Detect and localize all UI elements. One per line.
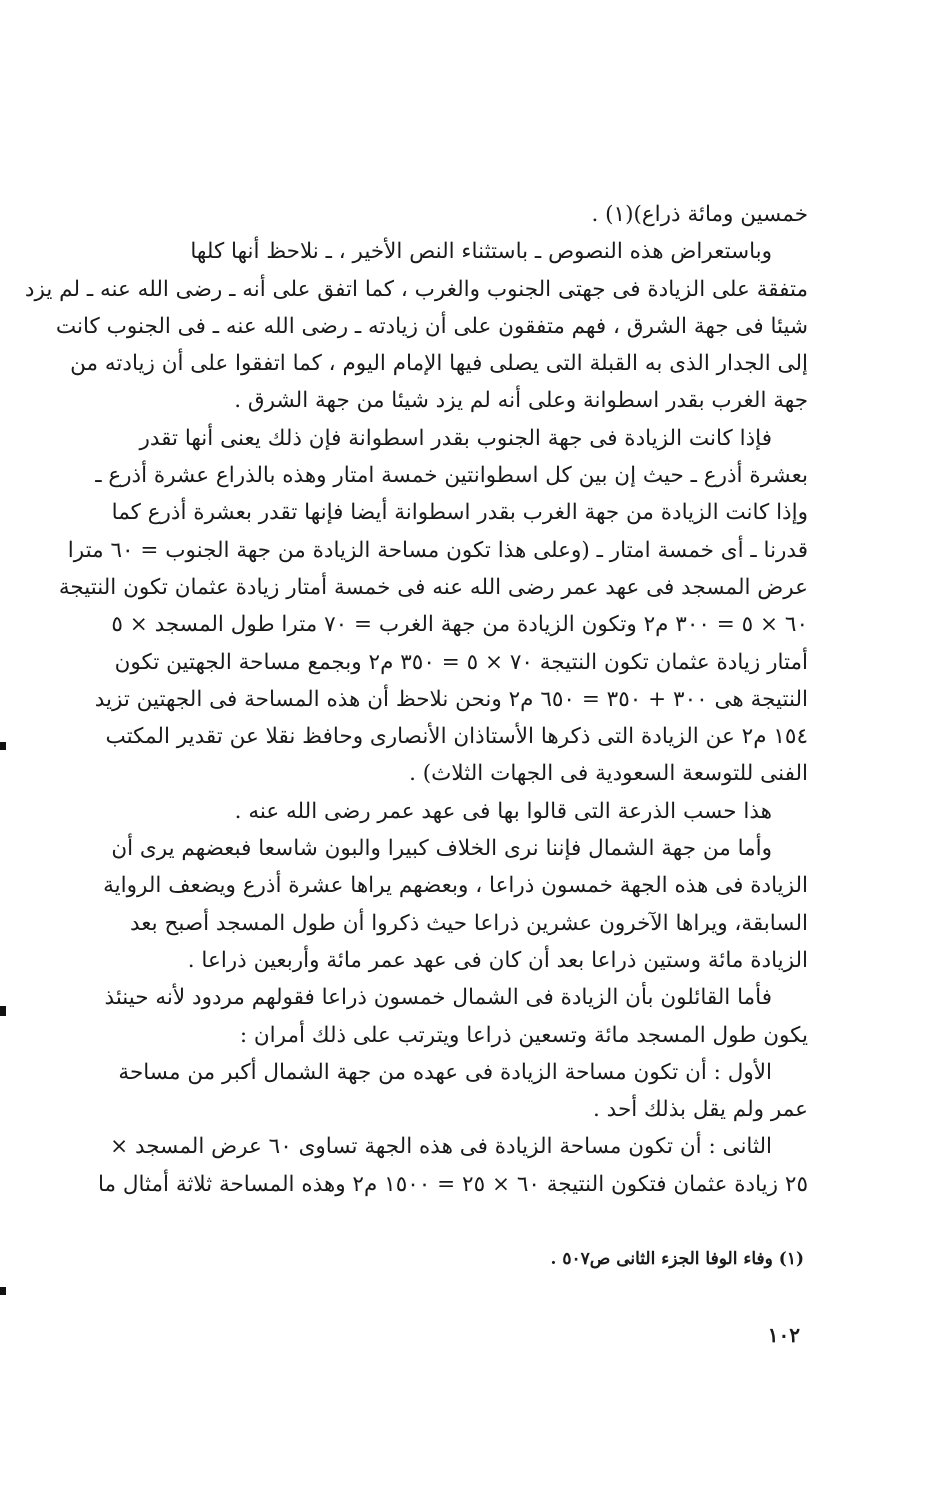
text-line: فإذا كانت الزيادة فى جهة الجنوب بقدر اسطوانة فإن ذلك يعنى أنها تقدر <box>139 425 772 451</box>
scan-edge-mark <box>0 1287 6 1295</box>
scan-edge-mark <box>0 742 6 750</box>
text-line: وباستعراض هذه النصوص ـ باستثناء النص الأخير ، ـ نلاحظ أنها كلها <box>190 239 772 265</box>
text-line: عمر ولم يقل بذلك أحد . <box>593 1097 808 1123</box>
text-line: السابقة، ويراها الآخرون عشرين ذراعا حيث ذكروا أن طول المسجد أصبح بعد <box>130 910 808 936</box>
text-line: الفنى للتوسعة السعودية فى الجهات الثلاث) . <box>409 761 808 787</box>
text-line: ١٥٤ م٢ عن الزيادة التى ذكرها الأستاذان الأنصارى وحافظ نقلا عن تقدير المكتب <box>105 724 808 750</box>
text-line: الأول : أن تكون مساحة الزيادة فى عهده من جهة الشمال أكبر من مساحة <box>118 1059 772 1085</box>
scan-edge-mark <box>0 1006 6 1016</box>
text-line: الزيادة فى هذه الجهة خمسون ذراعا ، وبعضهم يراها عشرة أذرع ويضعف الرواية <box>103 873 808 899</box>
text-line: الثانى : أن تكون مساحة الزيادة فى هذه الجهة تساوى ٦٠ عرض المسجد × <box>110 1134 772 1160</box>
text-line: يكون طول المسجد مائة وتسعين ذراعا ويترتب على ذلك أمران : <box>239 1022 808 1048</box>
text-line: وإذا كانت الزيادة من جهة الغرب بقدر اسطوانة أيضا فإنها تقدر بعشرة أذرع كما <box>111 500 808 526</box>
text-line: جهة الغرب بقدر اسطوانة وعلى أنه لم يزد شيئا من جهة الشرق . <box>234 388 808 414</box>
text-line: خمسين ومائة ذراع)(١) . <box>591 202 808 227</box>
page-number: ١٠٢ <box>767 1323 800 1347</box>
text-line: قدرنا ـ أى خمسة امتار ـ (وعلى هذا تكون مساحة الزيادة من جهة الجنوب = ٦٠ مترا <box>67 537 808 563</box>
text-line: شيئا فى جهة الشرق ، فهم متفقون على أن زيادته ـ رضى الله عنه ـ فى الجنوب كانت <box>55 313 808 339</box>
text-line: بعشرة أذرع ـ حيث إن بين كل اسطوانتين خمسة امتار وهذه بالذراع عشرة أذرع ـ <box>95 463 808 489</box>
body-text <box>24 196 808 1203</box>
text-line: متفقة على الزيادة فى جهتى الجنوب والغرب ، كما اتفق على أنه ـ رضى الله عنه ـ لم يزد <box>24 276 808 302</box>
text-line: فأما القائلون بأن الزيادة فى الشمال خمسون ذراعا فقولهم مردود لأنه حينئذ <box>104 985 772 1011</box>
text-line: أمتار زيادة عثمان تكون النتيجة ٧٠ × ٥ = ٣٥٠ م٢ وبجمع مساحة الجهتين تكون <box>114 649 808 675</box>
text-line: هذا حسب الذرعة التى قالوا بها فى عهد عمر رضى الله عنه . <box>234 798 772 824</box>
text-line: ٦٠ × ٥ = ٣٠٠ م٢ وتكون الزيادة من جهة الغرب = ٧٠ مترا طول المسجد × ٥ <box>111 612 808 638</box>
text-line: وأما من جهة الشمال فإننا نرى الخلاف كبيرا والبون شاسعا فبعضهم يرى أن <box>111 836 772 862</box>
text-line: ٢٥ زيادة عثمان فتكون النتيجة ٦٠ × ٢٥ = ١٥٠٠ م٢ وهذه المساحة ثلاثة أمثال ما <box>97 1171 808 1197</box>
text-line: الزيادة مائة وستين ذراعا بعد أن كان فى عهد عمر مائة وأربعين ذراعا . <box>187 947 808 973</box>
text-line: عرض المسجد فى عهد عمر رضى الله عنه فى خمسة أمتار زيادة عثمان تكون النتيجة <box>58 574 808 600</box>
text-line: النتيجة هى ٣٠٠ + ٣٥٠ = ٦٥٠ م٢ ونحن نلاحظ أن هذه المساحة فى الجهتين تزيد <box>94 686 808 712</box>
text-line: إلى الجدار الذى به القبلة التى يصلى فيها الإمام اليوم ، كما اتفقوا على أن زيادته من <box>70 351 808 377</box>
footnote: (١) وفاء الوفا الجزء الثانى ص٥٠٧ . <box>550 1249 804 1269</box>
